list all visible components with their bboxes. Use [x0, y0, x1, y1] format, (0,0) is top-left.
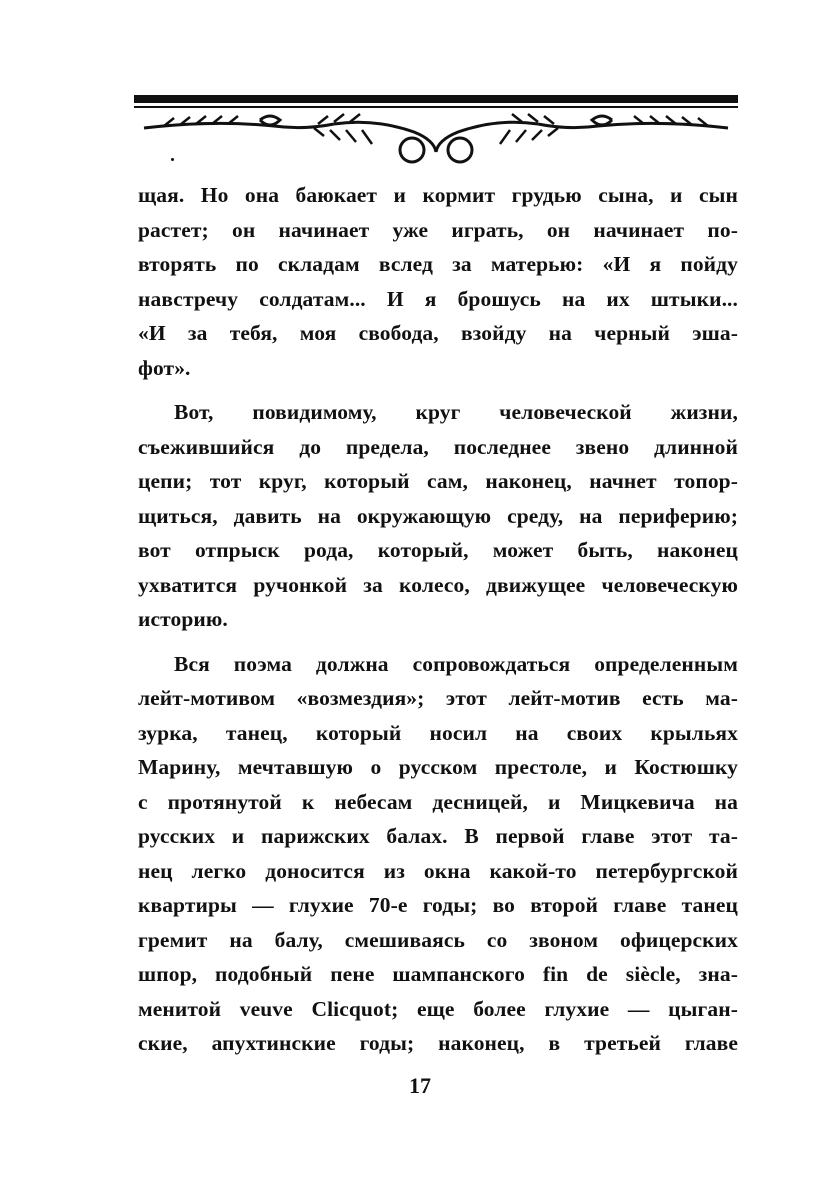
body-text: [138, 178, 738, 1071]
paragraph-1: [138, 178, 738, 385]
text-line: цепи; тот круг, который сам, наконец, начнет топор-: [138, 469, 738, 493]
headpiece-leaves-left: [164, 114, 372, 144]
paragraph-3: [138, 647, 738, 1061]
text-line: навстречу солдатам... И я брошусь на их штыки...: [138, 286, 738, 311]
text-line: менитой veuve Clicquot; еще более глухие — цыган-: [138, 996, 738, 1021]
text-line: «И за тебя, моя свобода, взойду на черный эша-: [138, 321, 738, 345]
text-line: Вот, повидимому, круг человеческой жизни,: [174, 400, 738, 424]
text-line: щая. Но она баюкает и кормит грудью сына, и сын: [138, 183, 738, 207]
text-line: русских и парижских балах. В первой главе этот та-: [138, 824, 738, 848]
text-line: вот отпрыск рода, который, может быть, наконец: [138, 538, 738, 562]
text-line: квартиры — глухие 70-е годы; во второй главе танец: [138, 893, 738, 917]
headpiece-leaves-right: [500, 114, 708, 144]
headpiece-scroll: [144, 116, 728, 162]
text-line: ские, апухтинские годы; наконец, в третьей главе: [138, 1031, 738, 1055]
ornamental-headpiece: [134, 90, 738, 172]
text-line: историю.: [138, 607, 228, 631]
headpiece-rule-thin: [134, 106, 738, 108]
text-line: ухватится ручонкой за колесо, движущее человеческую: [138, 572, 738, 597]
text-line: зурка, танец, который носил на своих крыльях: [138, 720, 738, 745]
text-line: шпор, подобный пене шампанского fin de siècle, зна-: [138, 962, 738, 986]
text-line: съежившийся до предела, последнее звено длинной: [138, 434, 738, 459]
text-line: растет; он начинает уже играть, он начинает по-: [138, 217, 738, 242]
text-line: с протянутой к небесам десницей, и Мицкевича на: [138, 789, 738, 814]
text-line: Марину, мечтавшую о русском престоле, и Костюшку: [138, 755, 738, 779]
text-line: нец легко доносится из окна какой-то петербургской: [138, 858, 738, 883]
page-number: 17: [409, 1073, 431, 1098]
stray-dot-mark: [171, 158, 174, 161]
text-line: лейт-мотивом «возмездия»; этот лейт-мотив есть ма-: [138, 686, 738, 710]
text-line: щиться, давить на окружающую среду, на периферию;: [138, 503, 738, 528]
text-line: фот».: [138, 355, 191, 380]
text-line: Вся поэма должна сопровождаться определенным: [174, 651, 738, 676]
text-line: гремит на балу, смешиваясь со звоном офицерских: [138, 927, 738, 952]
headpiece-rule-thick: [134, 95, 738, 103]
paragraph-2: [138, 395, 738, 637]
text-line: вторять по складам вслед за матерью: «И я пойду: [138, 252, 738, 276]
